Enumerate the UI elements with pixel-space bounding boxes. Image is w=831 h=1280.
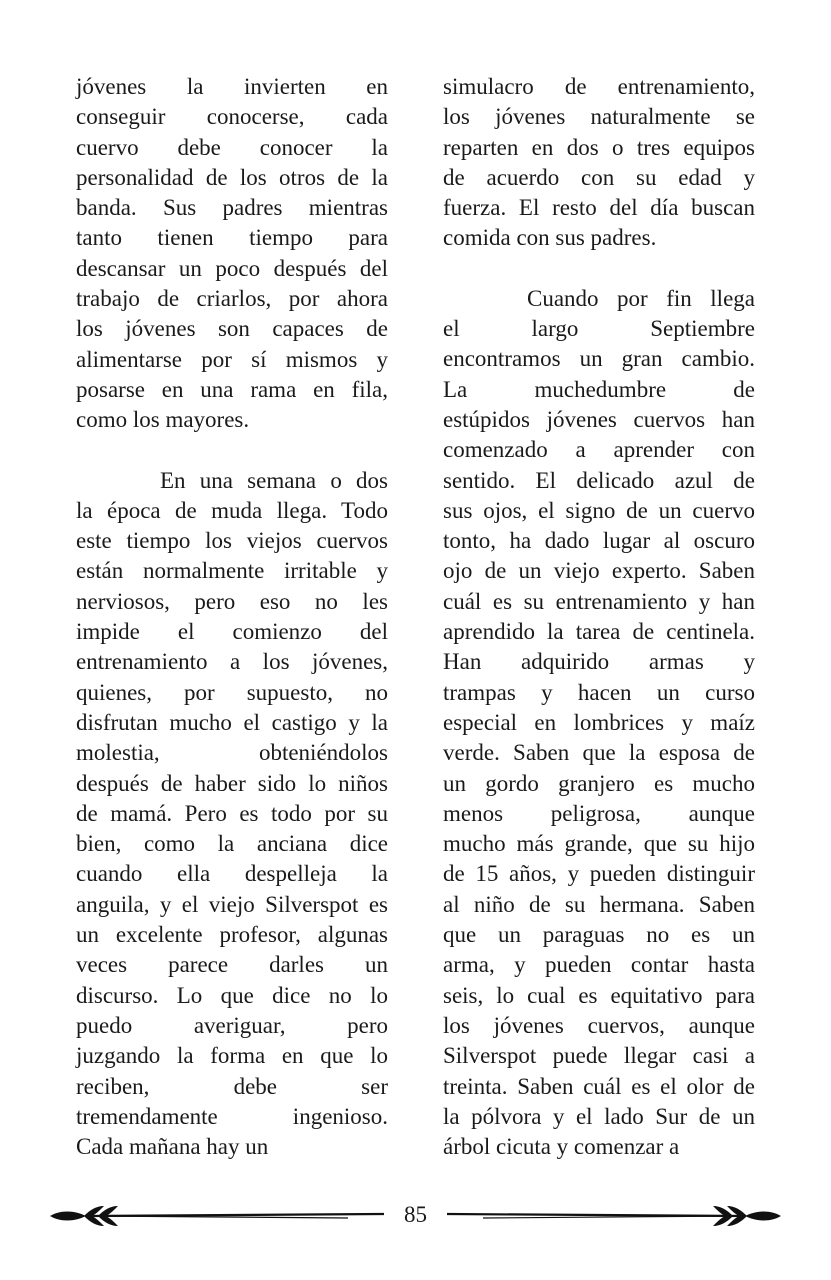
text-line: después de haber sido lo niños — [76, 770, 388, 796]
text-line: al niño de su hermana. Saben — [443, 891, 755, 917]
left-column — [76, 72, 388, 1162]
text-line: de acuerdo con su edad y — [443, 164, 755, 190]
text-line: de mamá. Pero es todo por su — [76, 800, 388, 826]
text-line: quienes, por supuesto, no — [76, 679, 388, 705]
text-line: discurso. Lo que dice no lo — [76, 982, 388, 1008]
text-line: sentido. El delicado azul de — [443, 467, 755, 493]
text-line: mucho más grande, que su hijo — [443, 831, 755, 857]
text-line: estúpidos jóvenes cuervos han — [443, 406, 755, 432]
text-line: reciben, debe ser — [76, 1073, 388, 1099]
text-line: la pólvora y el lado Sur de un — [443, 1103, 755, 1129]
text-line: La muchedumbre de — [443, 376, 755, 402]
right-paragraph-1 — [443, 72, 755, 254]
text-line: jóvenes la invierten en — [76, 74, 388, 99]
text-line: árbol cicuta y comenzar a — [443, 1134, 680, 1160]
text-line: cuando ella despelleja la — [76, 861, 388, 887]
text-line: la época de muda llega. Todo — [76, 497, 388, 523]
text-line: especial en lombrices y maíz — [443, 709, 755, 735]
text-line: tremendamente ingenioso. — [76, 1103, 388, 1129]
text-line: los jóvenes son capaces de — [76, 316, 388, 342]
text-line: descansar un poco después del — [76, 255, 388, 281]
right-paragraph-2 — [443, 284, 755, 1163]
text-line: que un paraguas no es un — [443, 922, 755, 948]
text-line: treinta. Saben cuál es el olor de — [443, 1073, 755, 1099]
text-line: banda. Sus padres mientras — [76, 195, 388, 221]
text-line: sus ojos, el signo de un cuervo — [443, 497, 755, 523]
text-line: como los mayores. — [76, 407, 250, 433]
text-line: arma, y pueden contar hasta — [443, 952, 755, 978]
text-line: comida con sus padres. — [443, 225, 657, 251]
text-line: veces parece darles un — [76, 952, 388, 978]
text-line: alimentarse por sí mismos y — [76, 346, 388, 372]
text-line: de 15 años, y pueden distinguir — [443, 861, 755, 887]
text-line: En una semana o dos — [160, 467, 388, 493]
text-line: impide el comienzo del — [76, 619, 388, 645]
text-line: trabajo de criarlos, por ahora — [76, 286, 388, 312]
text-line: anguila, y el viejo Silverspot es — [76, 891, 388, 917]
text-line: nerviosos, pero eso no les — [76, 588, 388, 614]
text-line: seis, lo cual es equitativo para — [443, 982, 755, 1008]
text-line: fuerza. El resto del día buscan — [443, 195, 755, 221]
text-line: este tiempo los viejos cuervos — [76, 528, 388, 554]
text-line: simulacro de entrenamiento, — [443, 74, 755, 99]
text-line: comenzado a aprender con — [443, 437, 755, 463]
left-paragraph-2 — [76, 466, 388, 1163]
text-line: cuál es su entrenamiento y han — [443, 588, 755, 614]
text-line: un gordo granjero es mucho — [443, 770, 755, 796]
text-line: disfrutan mucho el castigo y la — [76, 709, 388, 735]
text-line: entrenamiento a los jóvenes, — [76, 649, 388, 675]
text-line: personalidad de los otros de la — [76, 164, 388, 190]
text-line: bien, como la anciana dice — [76, 831, 388, 857]
left-paragraph-1 — [76, 72, 388, 436]
text-line: menos peligrosa, aunque — [443, 800, 755, 826]
text-line: el largo Septiembre — [443, 316, 755, 342]
text-line: juzgando la forma en que lo — [76, 1043, 388, 1069]
text-line: Han adquirido armas y — [443, 649, 755, 675]
text-line: los jóvenes cuervos, aunque — [443, 1012, 755, 1038]
text-line: los jóvenes naturalmente se — [443, 104, 755, 130]
text-line: están normalmente irritable y — [76, 558, 388, 584]
right-column — [443, 72, 755, 1162]
text-line: Cuando por fin llega — [527, 285, 755, 311]
text-line: reparten en dos o tres equipos — [443, 134, 755, 160]
text-line: aprendido la tarea de centinela. — [443, 619, 755, 645]
text-line: Silverspot puede llegar casi a — [443, 1043, 755, 1069]
text-line: verde. Saben que la esposa de — [443, 740, 755, 766]
text-line: trampas y hacen un curso — [443, 679, 755, 705]
text-line: molestia, obteniéndolos — [76, 740, 388, 766]
text-line: puedo averiguar, pero — [76, 1012, 388, 1038]
text-line: tanto tienen tiempo para — [76, 225, 388, 251]
text-line: cuervo debe conocer la — [76, 134, 388, 160]
text-line: un excelente profesor, algunas — [76, 922, 388, 948]
page-number: 85 — [404, 1202, 427, 1227]
text-line: ojo de un viejo experto. Saben — [443, 558, 755, 584]
text-line: conseguir conocerse, cada — [76, 104, 388, 130]
text-line: encontramos un gran cambio. — [443, 346, 755, 372]
text-line: posarse en una rama en fila, — [76, 376, 388, 402]
text-line: tonto, ha dado lugar al oscuro — [443, 528, 755, 554]
text-line: Cada mañana hay un — [76, 1134, 269, 1160]
